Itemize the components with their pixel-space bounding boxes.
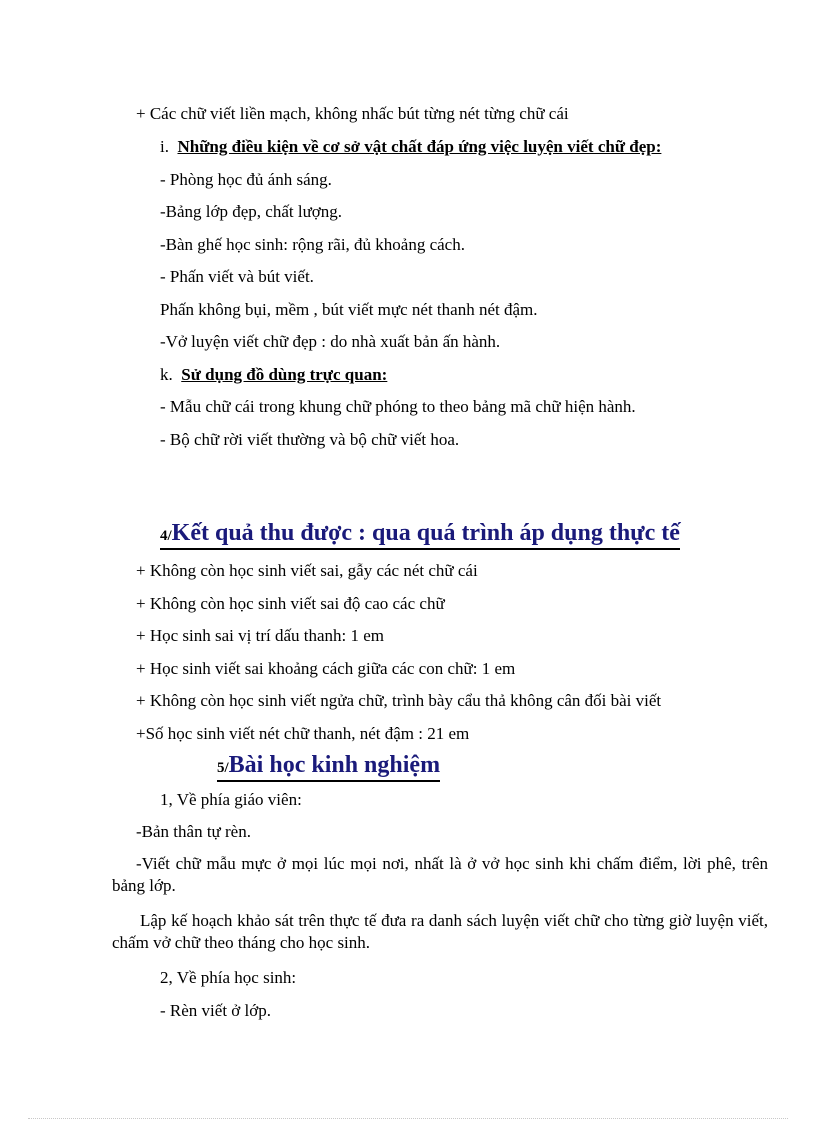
list-item: -Bảng lớp đẹp, chất lượng. — [160, 202, 343, 221]
section-5-heading — [217, 752, 440, 782]
list-item: - Phòng học đủ ánh sáng. — [160, 170, 332, 189]
teacher-heading: 1, Về phía giáo viên: — [160, 790, 302, 809]
section-i-title: Những điều kiện về cơ sở vật chất đáp ứng việc luyện viết chữ đẹp: — [177, 137, 662, 156]
lesson-item: -Bản thân tự rèn. — [136, 822, 251, 841]
result-item: + Không còn học sinh viết sai độ cao các chữ — [136, 594, 445, 613]
section-5-number: 5/ — [217, 760, 229, 776]
result-item: + Học sinh sai vị trí dấu thanh: 1 em — [136, 626, 385, 645]
result-item: +Số học sinh viết nét chữ thanh, nét đậm : 21 em — [136, 724, 470, 743]
student-heading: 2, Về phía học sinh: — [160, 968, 297, 987]
result-item: + Không còn học sinh viết sai, gẫy các nét chữ cái — [136, 561, 478, 580]
section-4-title: Kết quả thu được : qua quá trình áp dụng thực tế — [171, 520, 680, 546]
section-i-heading — [160, 136, 661, 158]
result-item: + Không còn học sinh viết ngửa chữ, trình bày cẩu thả không cân đối bài viết — [136, 691, 662, 710]
list-item: -Vở luyện viết chữ đẹp : do nhà xuất bản ấn hành. — [160, 332, 501, 351]
section-i-prefix: i. — [160, 137, 169, 156]
lesson-paragraph: Lập kế hoạch khảo sát trên thực tế đưa ra danh sách luyện viết chữ cho từng giờ luyện viết, chấm vở chữ theo tháng cho học sinh. — [112, 911, 768, 952]
section-4-number: 4/ — [160, 528, 172, 544]
lesson-paragraph: -Viết chữ mẫu mực ở mọi lúc mọi nơi, nhất là ở vở học sinh khi chấm điểm, lời phê, trên bảng lớp. — [112, 854, 768, 895]
section-k-prefix: k. — [160, 365, 173, 384]
result-item: + Học sinh viết sai khoảng cách giữa các con chữ: 1 em — [136, 659, 516, 678]
list-item: - Bộ chữ rời viết thường và bộ chữ viết hoa. — [160, 430, 460, 449]
list-item: - Mẫu chữ cái trong khung chữ phóng to theo bảng mã chữ hiện hành. — [160, 397, 636, 416]
lesson-item: - Rèn viết ở lớp. — [160, 1001, 271, 1020]
list-item: Phấn không bụi, mềm , bút viết mực nét thanh nét đậm. — [160, 300, 538, 319]
section-k-title: Sử dụng đồ dùng trực quan: — [181, 365, 388, 384]
list-item: - Phấn viết và bút viết. — [160, 267, 314, 286]
section-4-heading — [160, 520, 680, 550]
section-5-title: Bài học kinh nghiệm — [228, 752, 441, 778]
section-k-heading — [160, 364, 387, 386]
paragraph-continuous-writing: + Các chữ viết liền mạch, không nhấc bút từng nét từng chữ cái — [136, 104, 569, 123]
page-bottom-divider — [28, 1118, 788, 1119]
list-item: -Bàn ghế học sinh: rộng rãi, đủ khoảng cách. — [160, 235, 465, 254]
